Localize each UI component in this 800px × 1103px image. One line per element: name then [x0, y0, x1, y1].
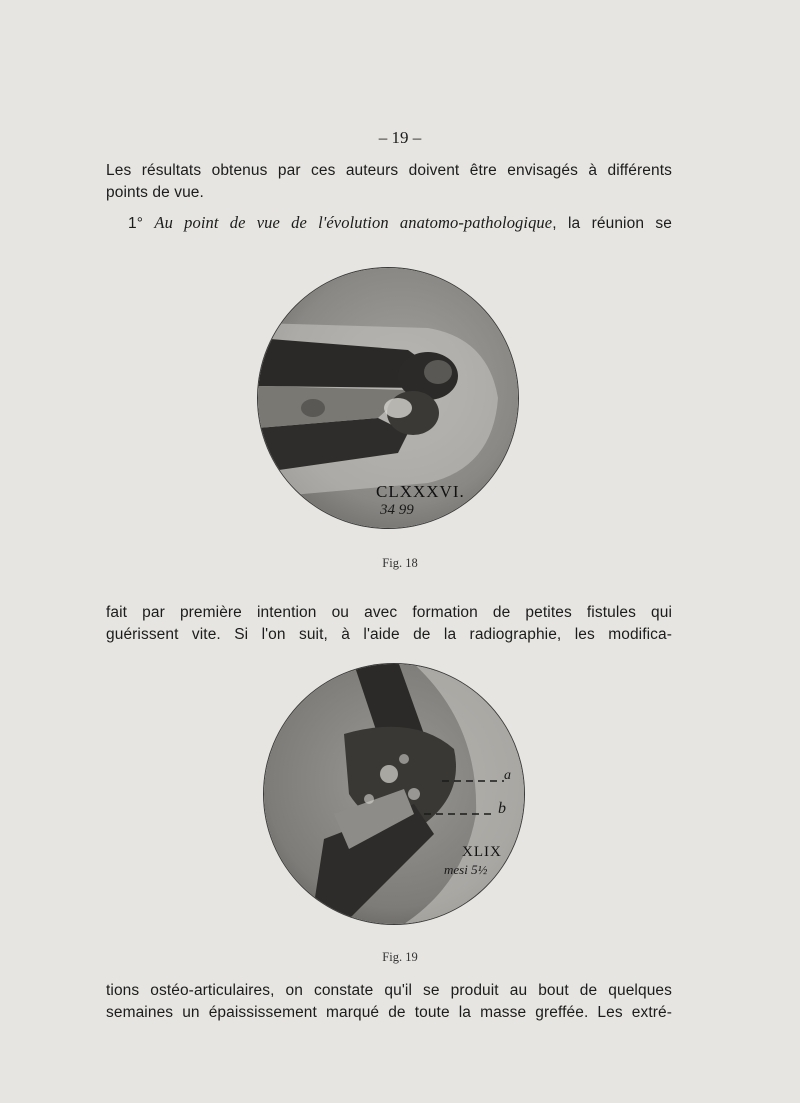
- paragraph-2: [106, 212, 672, 235]
- paragraph-2-emphasis: Au point de vue de l'évolution anatomo-pathologique: [154, 213, 553, 232]
- figure-19-radiograph: [264, 664, 524, 924]
- figure-18-radiograph: [258, 268, 518, 528]
- paragraph-4-line-1: tions ostéo-articulaires, on constate qu'il se produit au bout de quelques: [106, 982, 672, 999]
- paragraph-3-line-1: fait par première intention ou avec formation de petites fistules qui: [106, 604, 672, 621]
- figure-19-caption: Fig. 19: [382, 950, 418, 964]
- paragraph-2-line-1: [106, 212, 672, 235]
- paragraph-1-line-2: points de vue.: [106, 184, 204, 201]
- paragraph-4: [106, 980, 672, 1024]
- figure-19-handwriting: mesi 5½: [444, 862, 488, 877]
- paragraph-2-suffix: , la réunion se: [552, 215, 672, 232]
- paragraph-3-line-2: guérissent vite. Si l'on suit, à l'aide de la radiographie, les modifica-: [106, 626, 672, 643]
- page-number: – 19 –: [378, 128, 422, 147]
- paragraph-2-prefix: 1°: [128, 215, 155, 232]
- figure-19-xray-image: [264, 664, 524, 924]
- figure-18-caption: Fig. 18: [382, 556, 418, 570]
- figure-19-plate-label: XLIX: [462, 844, 502, 860]
- figure-19-marker-b: b: [498, 800, 506, 817]
- paragraph-4-line-2: semaines un épaississement marqué de toute la masse greffée. Les extré-: [106, 1004, 672, 1021]
- figure-19-marker-a: a: [504, 768, 511, 783]
- paragraph-1-line-1: Les résultats obtenus par ces auteurs doivent être envisagés à différents: [106, 162, 672, 179]
- figure-18-plate-label: CLXXXVI.: [376, 482, 465, 501]
- paragraph-3: [106, 602, 672, 646]
- paragraph-1: [106, 160, 672, 204]
- figure-18-handwriting: 34 99: [380, 502, 414, 518]
